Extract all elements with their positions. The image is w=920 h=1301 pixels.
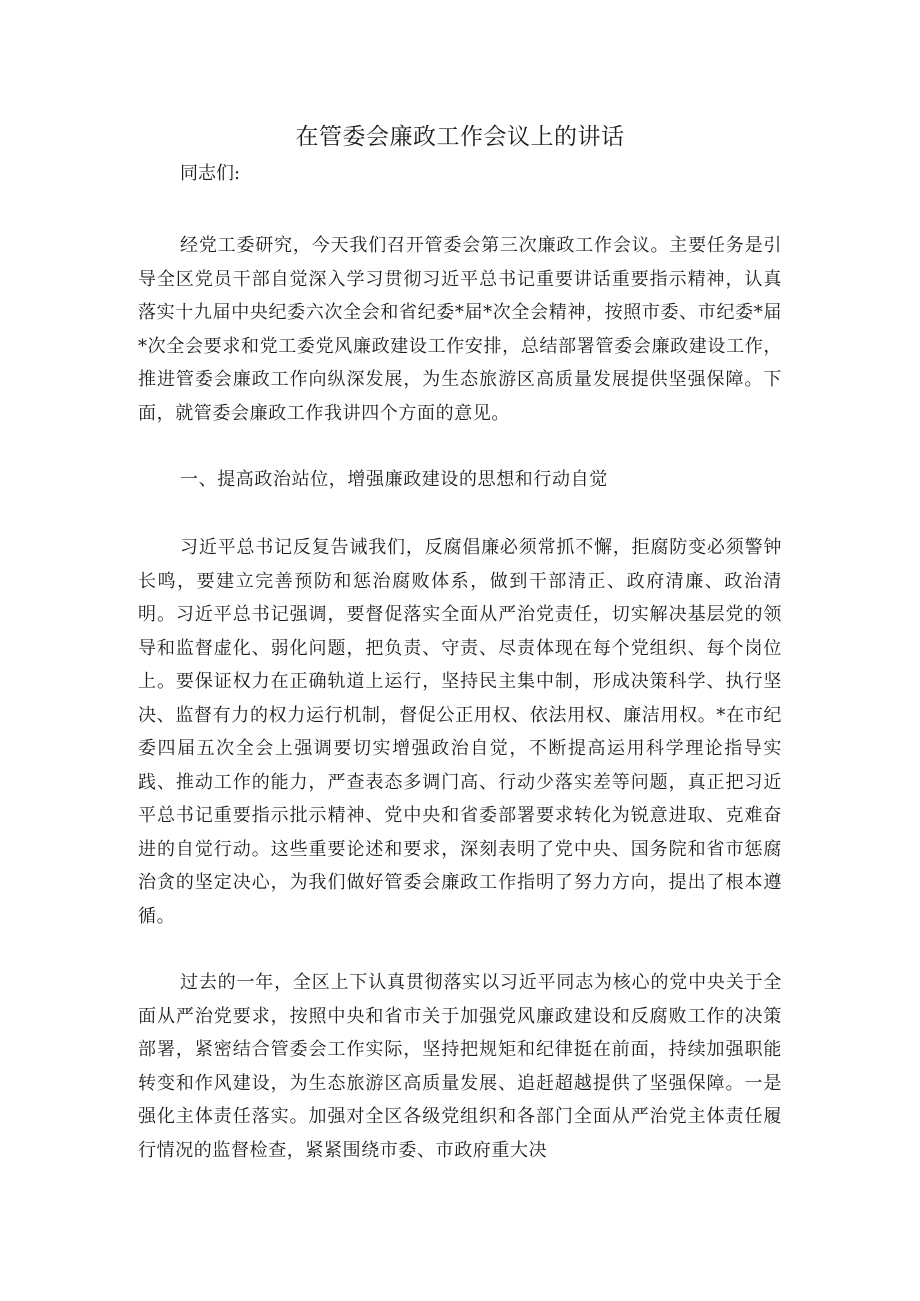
salutation: 同志们: xyxy=(180,163,241,184)
paragraph-opening: 经党工委研究，今天我们召开管委会第三次廉政工作会议。主要任务是引导全区党员干部自觉深入学习贯彻习近平总书记重要讲话重要指示精神，认真落实十九届中央纪委六次全会和省纪委*届*次全会精神，按照市委、市纪委*届*次全会要求和党工委党风廉政建设工作安排，总结部署管委会廉政建设工作，推进管委会廉政工作向纵深发展，为生态旅游区高质量发展提供坚强保障。下面，就管委会廉政工作我讲四个方面的意见。 xyxy=(138,235,782,424)
document-title: 在管委会廉政工作会议上的讲话 xyxy=(295,124,625,150)
paragraph-section-1: 习近平总书记反复告诫我们，反腐倡廉必须常抓不懈，拒腐防变必须警钟长鸣，要建立完善预防和惩治腐败体系，做到干部清正、政府清廉、政治清明。习近平总书记强调，要督促落实全面从严治党责任，切实解决基层党的领导和监督虚化、弱化问题，把负责、守责、尽责体现在每个党组织、每个岗位上。要保证权力在正确轨道上运行，坚持民主集中制，形成决策科学、执行坚决、监督有力的权力运行机制，督促公正用权、依法用权、廉洁用权。*在市纪委四届五次全会上强调要切实增强政治自觉，不断提高运用科学理论指导实践、推动工作的能力，严查表态多调门高、行动少落实差等问题，真正把习近平总书记重要指示批示精神、党中央和省委部署要求转化为锐意进取、克难奋进的自觉行动。这些重要论述和要求，深刻表明了党中央、国务院和省市惩腐治贪的坚定决心，为我们做好管委会廉政工作指明了努力方向，提出了根本遵循。 xyxy=(138,537,782,927)
paragraph-review: 过去的一年，全区上下认真贯彻落实以习近平同志为核心的党中央关于全面从严治党要求，按照中央和省市关于加强党风廉政建设和反腐败工作的决策部署，紧密结合管委会工作实际，坚持把规矩和纪律挺在前面，持续加强职能转变和作风建设，为生态旅游区高质量发展、追赶超越提供了坚强保障。一是强化主体责任落实。加强对全区各级党组织和各部门全面从严治党主体责任履行情况的监督检查，紧紧围绕市委、市政府重大决 xyxy=(138,972,782,1161)
section-heading-1: 一、提高政治站位，增强廉政建设的思想和行动自觉 xyxy=(180,469,608,490)
